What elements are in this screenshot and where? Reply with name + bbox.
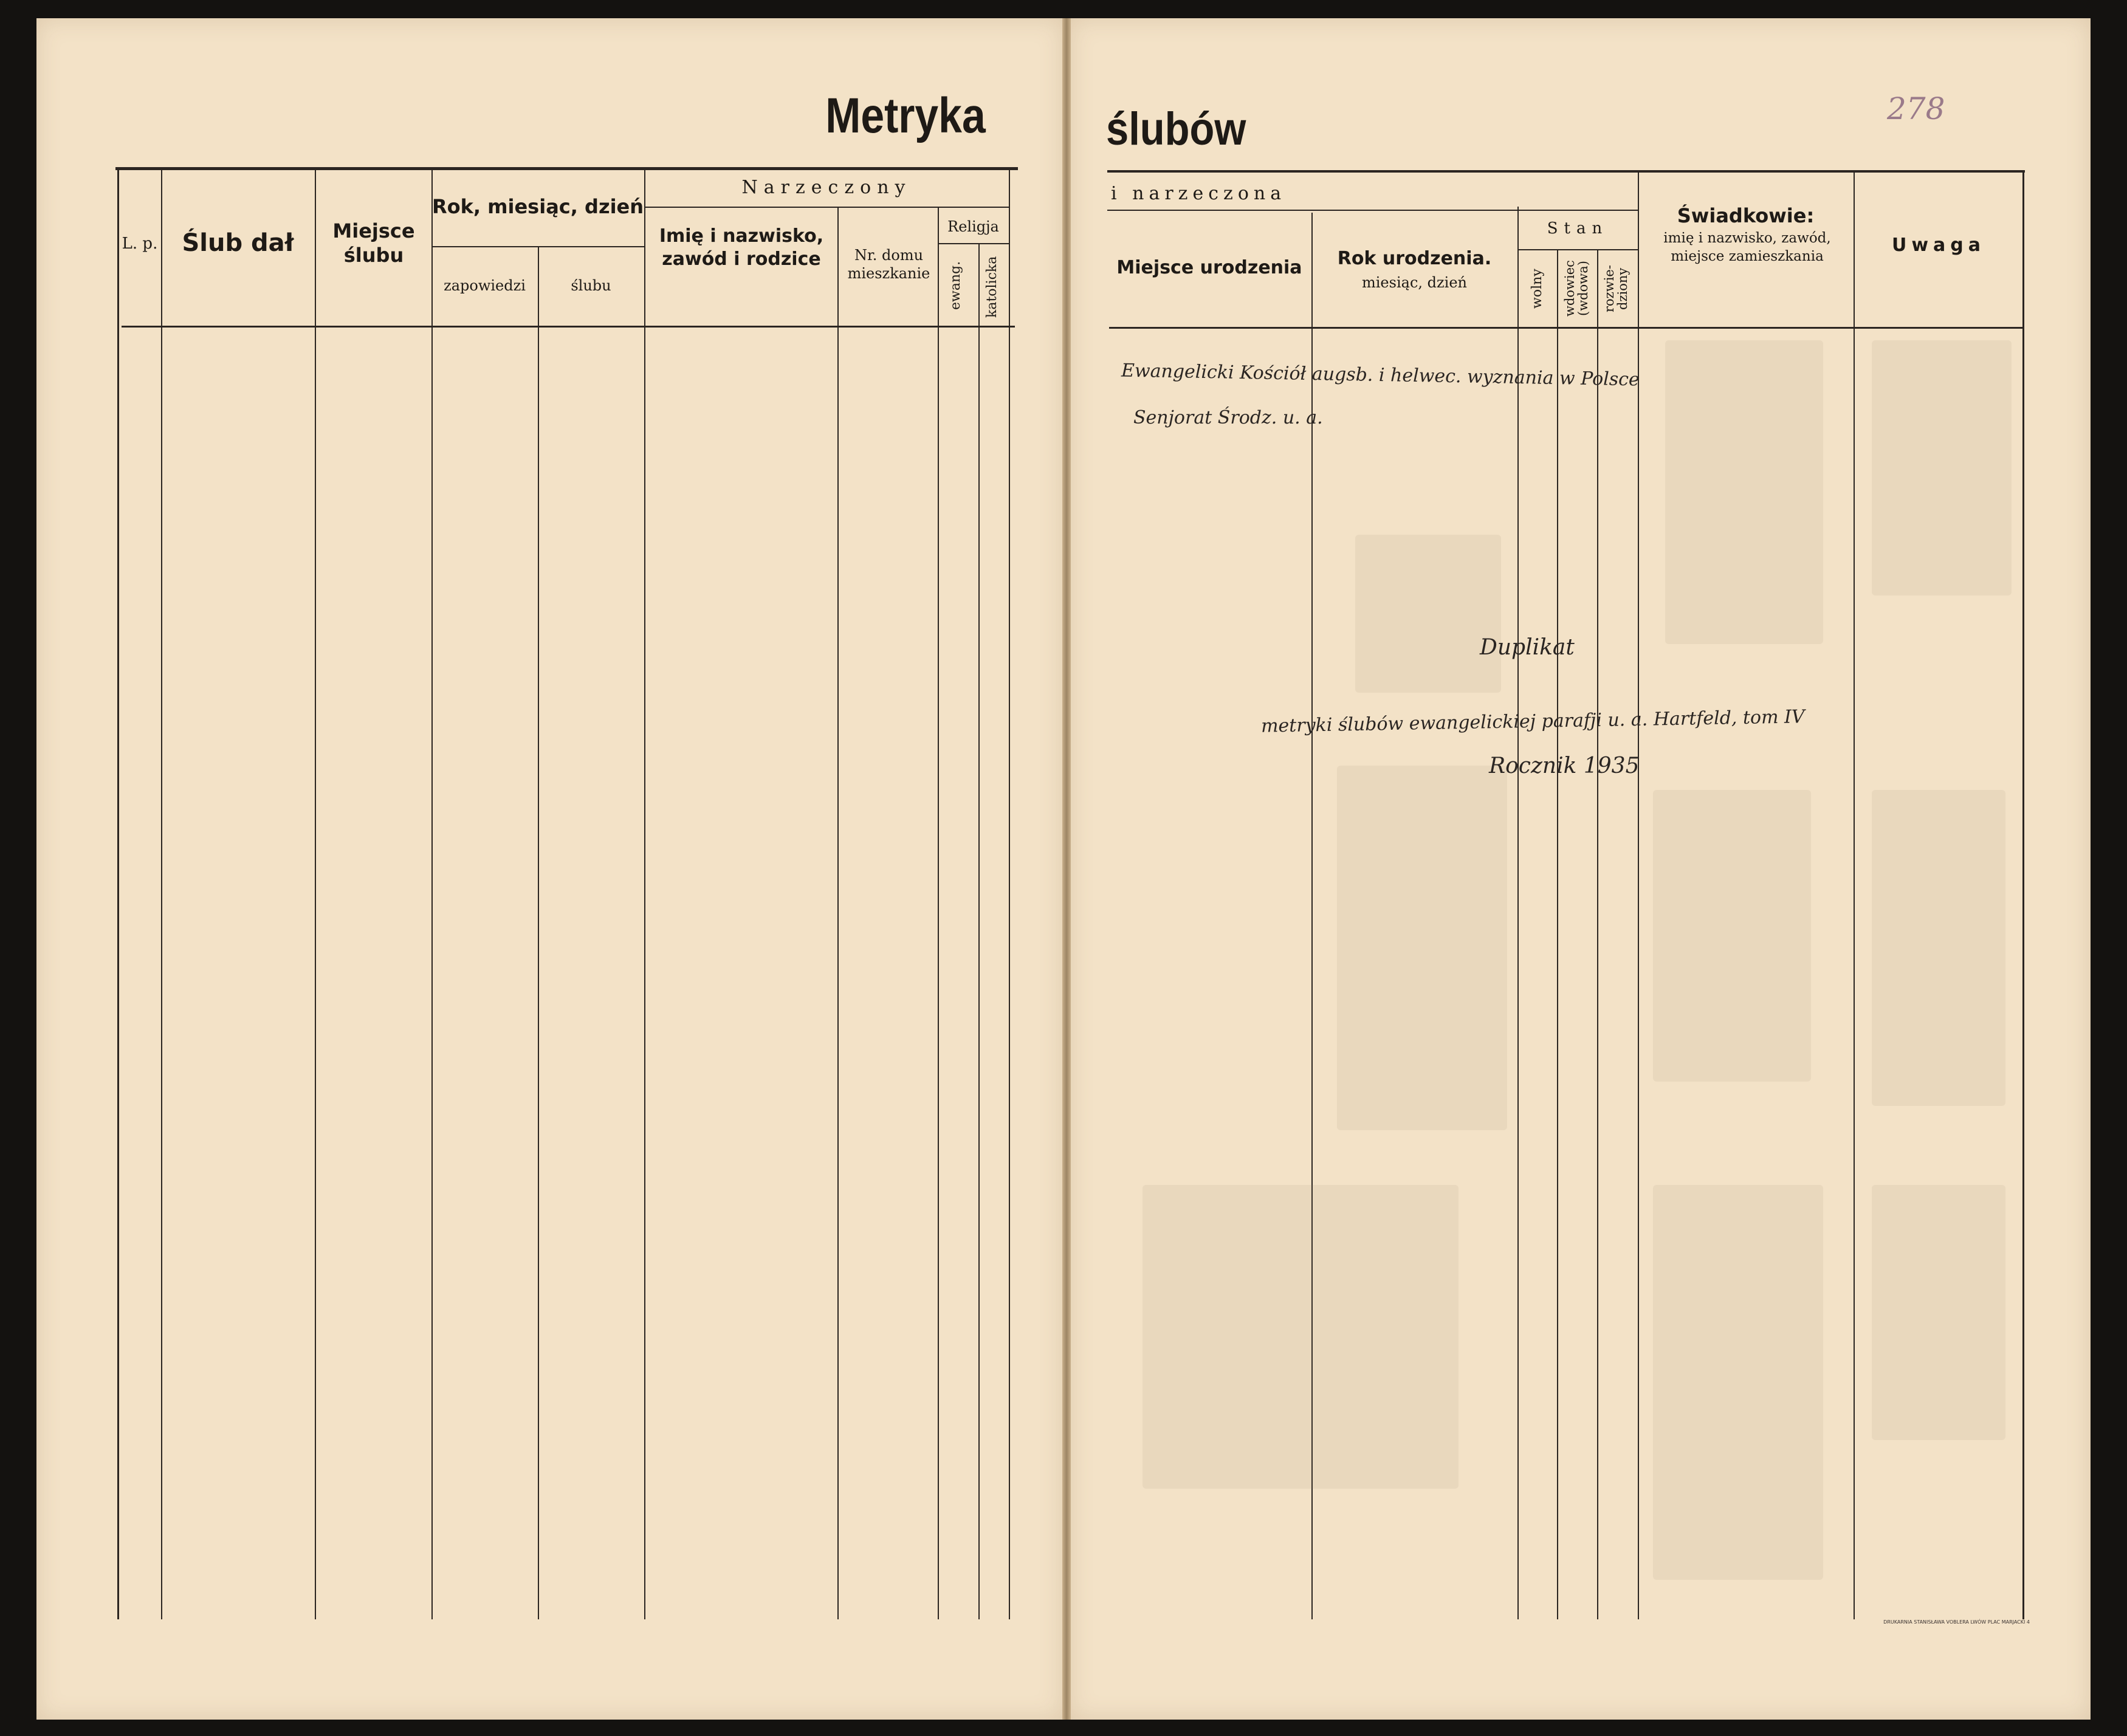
bleed-through-mark	[1665, 340, 1823, 644]
col-divider	[1517, 207, 1519, 1619]
col-divider	[315, 170, 316, 1619]
narzeczony-subheader-rule	[644, 207, 1009, 208]
bleed-through-mark	[1872, 340, 2012, 595]
header-rok-urodzenia: Rok urodzenia.	[1337, 248, 1492, 269]
col-divider	[161, 170, 162, 1619]
bleed-through-mark	[1355, 535, 1501, 693]
header-miesiac-dzien: miesiąc, dzień	[1362, 274, 1467, 291]
header-slub-dal: Ślub dał	[182, 229, 294, 257]
col-divider	[837, 207, 839, 1619]
col-divider	[538, 246, 539, 1619]
col-divider	[1597, 249, 1598, 1619]
date-subheader-rule	[431, 246, 644, 247]
printer-imprint: DRUKARNIA STANISŁAWA VOBLERA LWÓW PLAC MARJACKI 4	[1883, 1619, 2030, 1625]
header-wolny: wolny	[1530, 269, 1545, 309]
header-miejsce-urodzenia: Miejsce urodzenia	[1116, 257, 1302, 278]
header-stan: Stan	[1547, 219, 1609, 238]
bleed-through-mark	[1143, 1185, 1459, 1489]
header-swiadkowie: Świadkowie:	[1677, 204, 1815, 227]
left-table-border-left	[117, 167, 119, 1619]
header-i-narzeczona: i narzeczona	[1111, 183, 1287, 204]
religja-subheader-rule	[938, 243, 1009, 244]
stan-subheader-rule	[1517, 249, 1638, 250]
handwritten-duplikat: Duplikat	[1480, 635, 1575, 660]
bleed-through-mark	[1653, 790, 1811, 1082]
header-narzeczony: Narzeczony	[741, 177, 912, 198]
header-wdowiec: wdowiec (wdowa)	[1562, 260, 1591, 317]
left-table-top-rule	[115, 167, 1018, 170]
header-lp: L. p.	[122, 235, 158, 253]
handwritten-rocznik: Rocznik 1935	[1489, 753, 1640, 778]
left-table-header-rule	[122, 326, 1015, 328]
col-divider	[1009, 170, 1010, 1619]
page-number: 278	[1887, 91, 1945, 126]
header-slubu: ślubu	[571, 277, 611, 294]
col-divider	[978, 243, 980, 1619]
bleed-through-mark	[1337, 766, 1507, 1130]
bleed-through-mark	[1872, 790, 2005, 1106]
header-rozwiedziony: rozwie-dziony	[1602, 265, 1630, 312]
left-page-title: Metryka	[825, 88, 986, 143]
handwritten-church-line: Ewangelicki Kościół augsb. i helwec. wyznania w Polsce	[1121, 360, 1640, 391]
col-divider	[938, 207, 939, 1619]
header-katolicka: katolicka	[984, 256, 1000, 318]
right-table-top-rule	[1107, 170, 2025, 173]
header-imie-nazwisko: Imię i nazwisko, zawód i rodzice	[659, 225, 824, 270]
header-uwaga: Uwaga	[1891, 235, 1986, 256]
header-religja: Religja	[947, 218, 999, 235]
header-zapowiedzi: zapowiedzi	[444, 277, 526, 294]
col-divider	[1557, 249, 1558, 1619]
col-divider	[644, 170, 645, 1619]
handwritten-metryki-line: metryki ślubów ewangelickiej parafji u. a. Hartfeld, tom IV	[1260, 706, 1805, 737]
header-rok-miesiac-dzien: Rok, miesiąc, dzień	[431, 195, 644, 218]
right-page-title: ślubów	[1106, 103, 1246, 155]
header-miejsce-slubu: Miejsce ślubu	[332, 219, 415, 267]
bleed-through-mark	[1872, 1185, 2005, 1440]
header-ewang: ewang.	[948, 261, 963, 310]
header-swiadkowie-sub: imię i nazwisko, zawód, miejsce zamieszkania	[1663, 230, 1831, 264]
book-gutter	[1062, 18, 1071, 1720]
bleed-through-mark	[1653, 1185, 1823, 1580]
right-table-header-rule	[1109, 327, 2024, 329]
col-divider	[431, 170, 433, 1619]
col-divider	[1854, 173, 1855, 1619]
header-nr-domu: Nr. domu mieszkanie	[847, 247, 930, 282]
handwritten-senjorat-line: Senjorat Środz. u. a.	[1133, 407, 1323, 428]
narzeczona-subheader-rule	[1107, 210, 1638, 211]
right-table-border-right	[2022, 170, 2024, 1619]
